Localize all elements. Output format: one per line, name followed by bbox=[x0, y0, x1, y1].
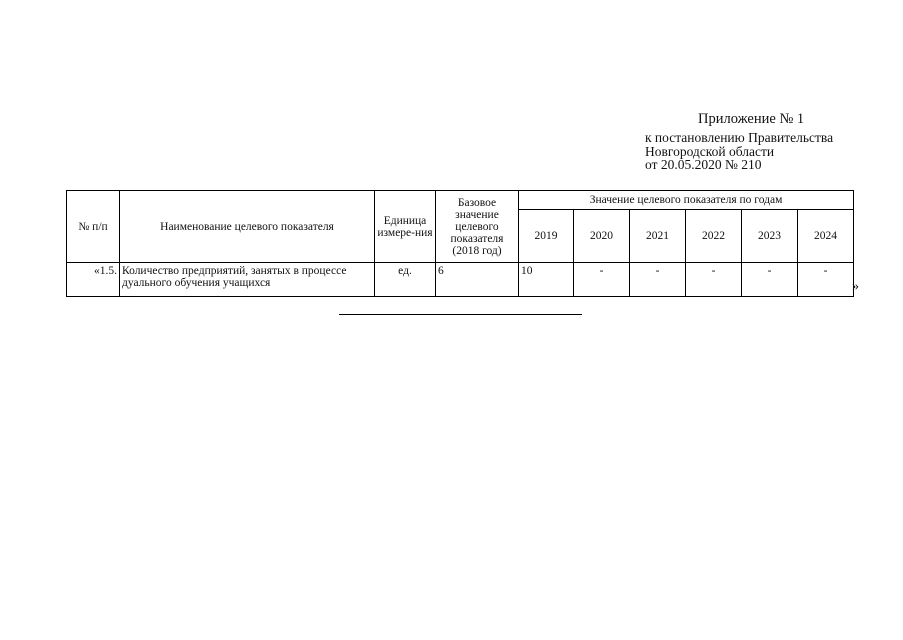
header-year: 2024 bbox=[798, 210, 854, 263]
cell-year-value: - bbox=[742, 263, 798, 297]
header-year: 2023 bbox=[742, 210, 798, 263]
indicators-table bbox=[66, 190, 854, 297]
closing-quote: » bbox=[852, 279, 859, 294]
appendix-reference bbox=[645, 131, 833, 172]
header-year: 2021 bbox=[630, 210, 686, 263]
header-name: Наименование целевого показателя bbox=[120, 191, 375, 263]
header-year: 2020 bbox=[574, 210, 630, 263]
bottom-divider bbox=[339, 314, 582, 315]
appendix-line-1: к постановлению Правительства bbox=[645, 130, 834, 145]
header-unit: Единица измере-ния bbox=[375, 191, 436, 263]
header-base: Базовое значение целевого показателя (2018 год) bbox=[436, 191, 519, 263]
cell-year-value: - bbox=[630, 263, 686, 297]
header-years-group: Значение целевого показателя по годам bbox=[519, 191, 854, 210]
cell-year-value: - bbox=[574, 263, 630, 297]
appendix-line-3: от 20.05.2020 № 210 bbox=[645, 157, 762, 172]
header-num: № п/п bbox=[67, 191, 120, 263]
cell-year-value: - bbox=[798, 263, 854, 297]
cell-name: Количество предприятий, занятых в процессе дуального обучения учащихся bbox=[120, 263, 375, 297]
cell-year-value: 10 bbox=[519, 263, 574, 297]
appendix-line-2: Новгородской области bbox=[645, 143, 775, 159]
cell-unit: ед. bbox=[375, 263, 436, 297]
cell-num: «1.5. bbox=[67, 263, 120, 297]
table-row bbox=[67, 263, 854, 297]
cell-year-value: - bbox=[686, 263, 742, 297]
appendix-title: Приложение № 1 bbox=[698, 111, 805, 127]
cell-base: 6 bbox=[436, 263, 519, 297]
header-year: 2022 bbox=[686, 210, 742, 263]
header-year: 2019 bbox=[519, 210, 574, 263]
